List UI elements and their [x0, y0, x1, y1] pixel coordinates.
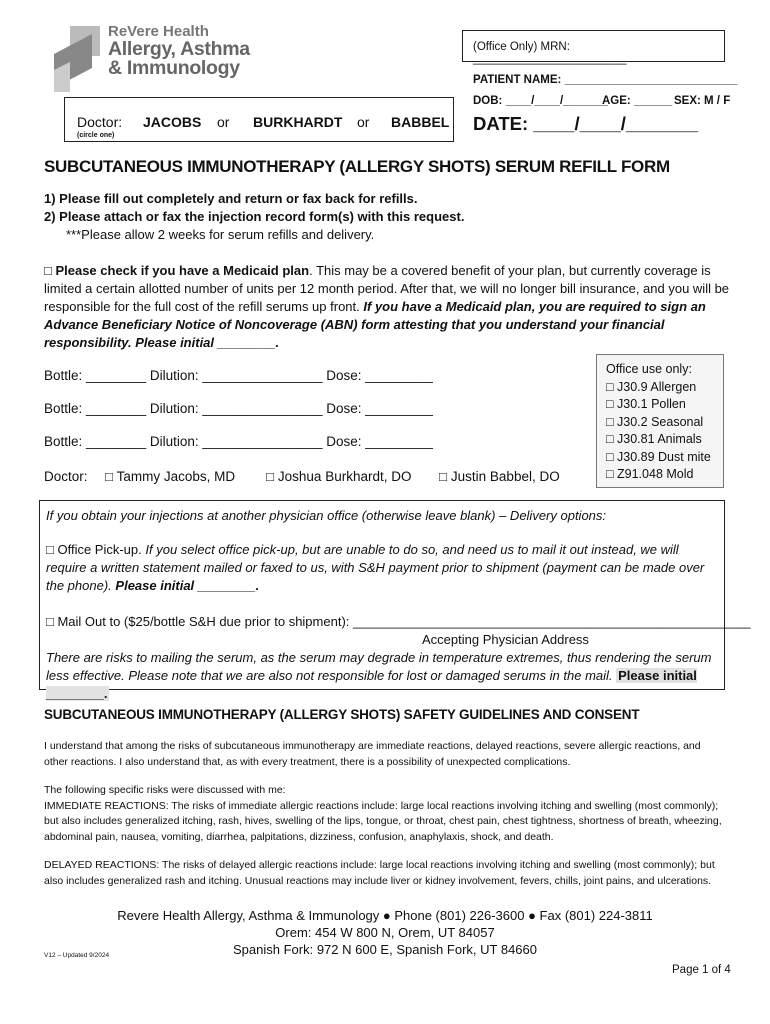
medicaid-checkbox[interactable]: □ Please check if you have a Medicaid plan	[44, 263, 310, 278]
office-use-item[interactable]: □ J30.1 Pollen	[606, 397, 686, 411]
mail-risks-text	[46, 649, 718, 703]
office-use-item[interactable]: □ J30.89 Dust mite	[606, 449, 711, 464]
footer-spanish-fork-address: Spanish Fork: 972 N 600 E, Spanish Fork, UT 84660	[233, 942, 537, 957]
doctor-checkbox-jacobs[interactable]: □ Tammy Jacobs, MD	[105, 469, 236, 484]
bottle-row[interactable]: Bottle: ________ Dilution: ________________ Dose: _________	[44, 368, 433, 383]
risks-discussed-line: The following specific risks were discussed with me:	[44, 784, 286, 796]
office-use-item[interactable]: □ J30.81 Animals	[606, 432, 702, 446]
or-label: or	[357, 114, 370, 130]
safety-paragraph: I understand that among the risks of subcutaneous immunotherapy are immediate reactions, delayed reactions, severe allergic reactions, and other reactions. I also understand that, as with every treatment, there is a possibility of unexpected complications.	[44, 740, 701, 768]
office-use-item[interactable]: □ J30.2 Seasonal	[606, 414, 704, 429]
office-use-box	[596, 354, 724, 488]
doctor-label: Doctor:	[77, 114, 123, 130]
mrn-field[interactable]: (Office Only) MRN: ________________________	[462, 30, 725, 62]
delivery-options-box	[39, 500, 751, 701]
instruction-item: 2) Please attach or fax the injection record form(s) with this request.	[44, 209, 465, 224]
date-field[interactable]: DATE: ____/____/_______	[473, 113, 698, 134]
revere-health-logo-icon	[52, 24, 102, 94]
immediate-reactions: IMMEDIATE REACTIONS: The risks of immediate allergic reactions include: large local reactions involving itching and swelling (most commonly); but also includes generalized itching, rash, hives, swelling of the lips, tongue, or throat, chest pain, chest tightness, shortness of breath, wheezing, abdominal pain, nausea, vomiting, diarrhea, palpitations, dizziness, confusion, anaphylaxis, shock, and death.	[44, 799, 722, 843]
office-use-item[interactable]: □ J30.9 Allergen	[606, 379, 697, 394]
office-use-item[interactable]: □ Z91.048 Mold	[606, 467, 694, 481]
office-pickup-checkbox[interactable]: □ Office Pick-up.	[46, 542, 142, 557]
bottle-row[interactable]: Bottle: ________ Dilution: ________________ Dose: _________	[44, 401, 433, 416]
doctor-circle-box	[64, 97, 454, 142]
office-pickup-text: If you select office pick-up, but are unable to do so, and need us to mail it out instead, we will require a written statement mailed or faxed to us, with S&H payment prior to shipment (payment can be made over the phone).	[46, 542, 705, 593]
doctor-option-jacobs[interactable]: JACOBS	[143, 114, 202, 130]
mail-out-checkbox[interactable]: □ Mail Out to ($25/bottle S&H due prior to shipment): _______________________________________________________	[46, 614, 751, 629]
doctor-row-label: Doctor:	[44, 469, 88, 484]
sex-field[interactable]: SEX: M / F	[674, 95, 731, 107]
age-field[interactable]: AGE: ______	[602, 95, 673, 107]
brand-line-1: Allergy, Asthma	[108, 38, 250, 60]
instruction-item: 1) Please fill out completely and return or fax back for refills.	[44, 191, 418, 206]
safety-paragraph	[44, 783, 724, 845]
brand-name: ReVere Health	[108, 23, 209, 40]
medicaid-abn-text: If you have a Medicaid plan, you are required to sign an Advance Beneficiary Notice of Noncoverage (ABN) form attesting that you understand your financial responsibility. Please initial ________.	[44, 299, 706, 350]
doctor-checkbox-babbel[interactable]: □ Justin Babbel, DO	[439, 469, 560, 484]
office-pickup-initial[interactable]: Please initial ________.	[115, 578, 260, 593]
safety-section-title: SUBCUTANEOUS IMMUNOTHERAPY (ALLERGY SHOTS) SAFETY GUIDELINES AND CONSENT	[44, 707, 640, 722]
or-label: or	[217, 114, 230, 130]
delayed-reactions: DELAYED REACTIONS: The risks of delayed allergic reactions include: large local reactions involving itching and swelling (most commonly); but also includes generalized rash and itching. Unusual reactions may include liver or kidney involvement, fevers, chills, joint pains, and ulcerations.	[44, 859, 715, 887]
bottle-row[interactable]: Bottle: ________ Dilution: ________________ Dose: _________	[44, 434, 433, 449]
form-title: SUBCUTANEOUS IMMUNOTHERAPY (ALLERGY SHOTS) SERUM REFILL FORM	[44, 157, 670, 176]
version-label: V12 – Updated 9/2024	[44, 952, 110, 959]
circle-one-note: (circle one)	[77, 132, 115, 139]
office-use-title: Office use only:	[606, 362, 692, 376]
medicaid-text: . This may be a covered benefit of your plan, but currently coverage is limited a certain allotted number of units per 12 month period. After that, we will no longer bill insurance, and you will be responsible for the full cost of the refill serums up front.	[44, 263, 730, 314]
mail-risks-initial[interactable]: Please initial ________.	[46, 668, 697, 701]
instructions	[44, 190, 734, 244]
delivery-intro: If you obtain your injections at another physician office (otherwise leave blank) – Delivery options:	[46, 508, 607, 523]
page-number: Page 1 of 4	[672, 964, 731, 976]
mail-risks-body: There are risks to mailing the serum, as the serum may degrade in temperature extremes, thus rendering the serum less effective. Please note that we are also not responsible for lost or damaged serums in the mail.	[46, 650, 712, 683]
patient-name-field[interactable]: PATIENT NAME: ___________________________	[473, 74, 738, 86]
doctor-option-babbel[interactable]: BABBEL	[391, 114, 450, 130]
footer-orem-address: Orem: 454 W 800 N, Orem, UT 84057	[275, 925, 495, 940]
doctor-option-burkhardt[interactable]: BURKHARDT	[253, 114, 343, 130]
dob-field[interactable]: DOB: ____/____/_______	[473, 95, 608, 107]
brand-line-2: & Immunology	[108, 57, 240, 79]
accepting-physician-label: Accepting Physician Address	[422, 632, 589, 647]
instruction-note: ***Please allow 2 weeks for serum refills and delivery.	[66, 227, 375, 242]
doctor-checkbox-burkhardt[interactable]: □ Joshua Burkhardt, DO	[266, 469, 412, 484]
footer-contact: Revere Health Allergy, Asthma & Immunology ● Phone (801) 226-3600 ● Fax (801) 224-3811	[117, 908, 653, 923]
office-pickup-option	[46, 541, 718, 595]
medicaid-paragraph	[44, 262, 734, 352]
